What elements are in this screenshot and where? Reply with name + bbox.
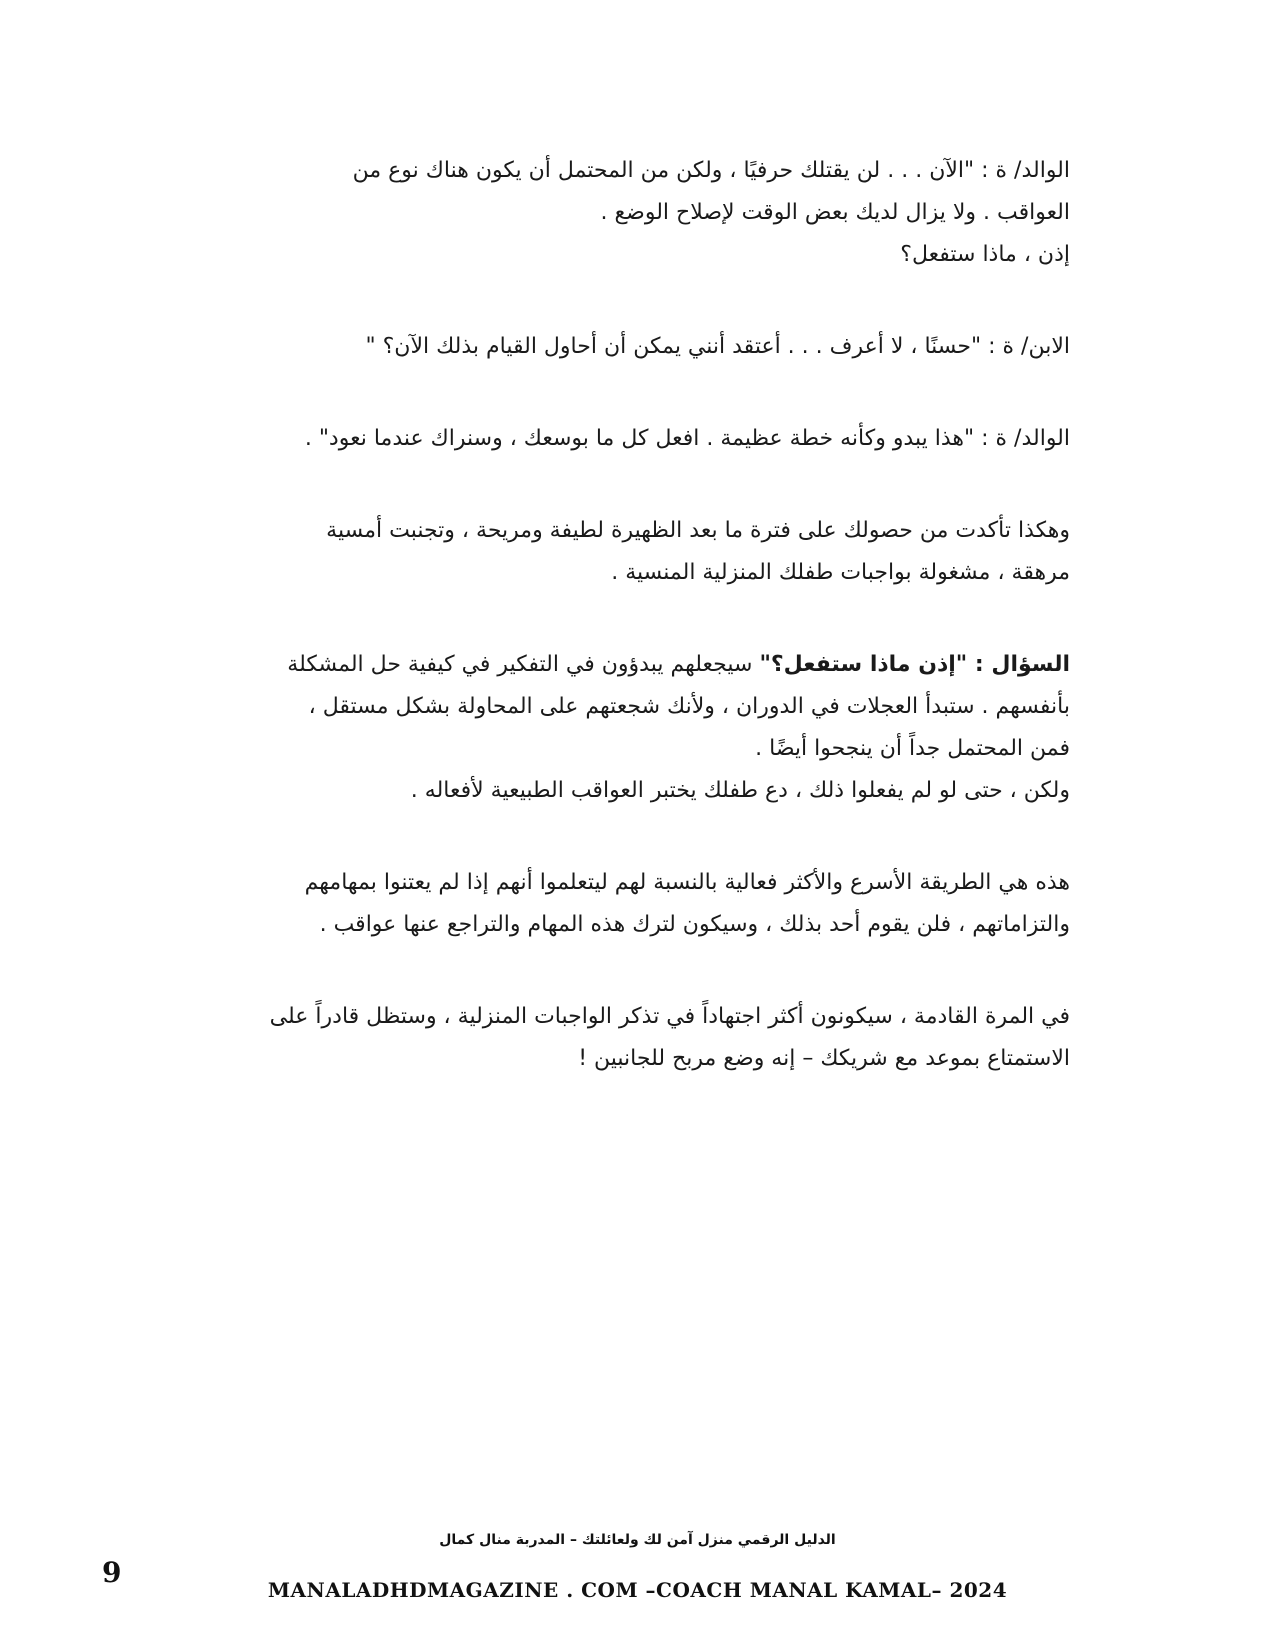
text-line: إذن ، ماذا ستفعل؟ bbox=[900, 242, 1070, 267]
text-line: الاستمتاع بموعد مع شريكك – إنه وضع مربح للجانبين ! bbox=[578, 1046, 1070, 1071]
footer-title: الدليل الرقمي منزل آمن لك ولعائلتك – المدربة منال كمال bbox=[439, 1532, 836, 1548]
paragraph-parent-dialogue-1 bbox=[200, 150, 1070, 276]
text-line: بأنفسهم . ستبدأ العجلات في الدوران ، ولأنك شجعتهم على المحاولة بشكل مستقل ، bbox=[308, 694, 1070, 719]
document-body bbox=[200, 150, 1070, 1130]
text-line: ولكن ، حتى لو لم يفعلوا ذلك ، دع طفلك يختبر العواقب الطبيعية لأفعاله . bbox=[410, 778, 1070, 803]
text-line: العواقب . ولا يزال لديك بعض الوقت لإصلاح الوضع . bbox=[600, 200, 1070, 225]
text-line: الابن/ ة : "حسنًا ، لا أعرف . . . أعتقد أنني يمكن أن أحاول القيام بذلك الآن؟ " bbox=[365, 334, 1070, 359]
question-continuation: سيجعلهم يبدؤون في التفكير في كيفية حل المشكلة bbox=[287, 652, 760, 677]
text-line bbox=[200, 644, 1070, 686]
text-line: الوالد/ ة : "الآن . . . لن يقتلك حرفيًا ، ولكن من المحتمل أن يكون هناك نوع من bbox=[352, 158, 1070, 183]
text-line: الوالد/ ة : "هذا يبدو وكأنه خطة عظيمة . افعل كل ما بوسعك ، وسنراك عندما نعود" . bbox=[304, 426, 1070, 451]
text-line: في المرة القادمة ، سيكونون أكثر اجتهاداً في تذكر الواجبات المنزلية ، وستظل قادراً على bbox=[269, 1004, 1070, 1029]
text-line: وهكذا تأكدت من حصولك على فترة ما بعد الظهيرة لطيفة ومريحة ، وتجنبت أمسية bbox=[326, 518, 1070, 543]
footer-site: MANALADHDMAGAZINE . COM –COACH MANAL KAMAL– 2024 bbox=[267, 1578, 1008, 1602]
text-line: والتزاماتهم ، فلن يقوم أحد بذلك ، وسيكون لترك هذه المهام والتراجع عنها عواقب . bbox=[319, 912, 1070, 937]
page-number: 9 bbox=[102, 1556, 122, 1589]
question-lead: السؤال : "إذن ماذا ستفعل؟" bbox=[759, 652, 1070, 677]
text-line: مرهقة ، مشغولة بواجبات طفلك المنزلية المنسية . bbox=[611, 560, 1070, 585]
paragraph-question bbox=[200, 644, 1070, 812]
text-line: هذه هي الطريقة الأسرع والأكثر فعالية بالنسبة لهم ليتعلموا أنهم إذا لم يعتنوا بمهامهم bbox=[304, 870, 1070, 895]
paragraph-outcome bbox=[200, 510, 1070, 594]
text-line: فمن المحتمل جداً أن ينجحوا أيضًا . bbox=[755, 736, 1070, 761]
paragraph-conclusion bbox=[200, 996, 1070, 1080]
paragraph-explanation bbox=[200, 862, 1070, 946]
paragraph-parent-dialogue-2 bbox=[200, 418, 1070, 460]
paragraph-child-dialogue bbox=[200, 326, 1070, 368]
